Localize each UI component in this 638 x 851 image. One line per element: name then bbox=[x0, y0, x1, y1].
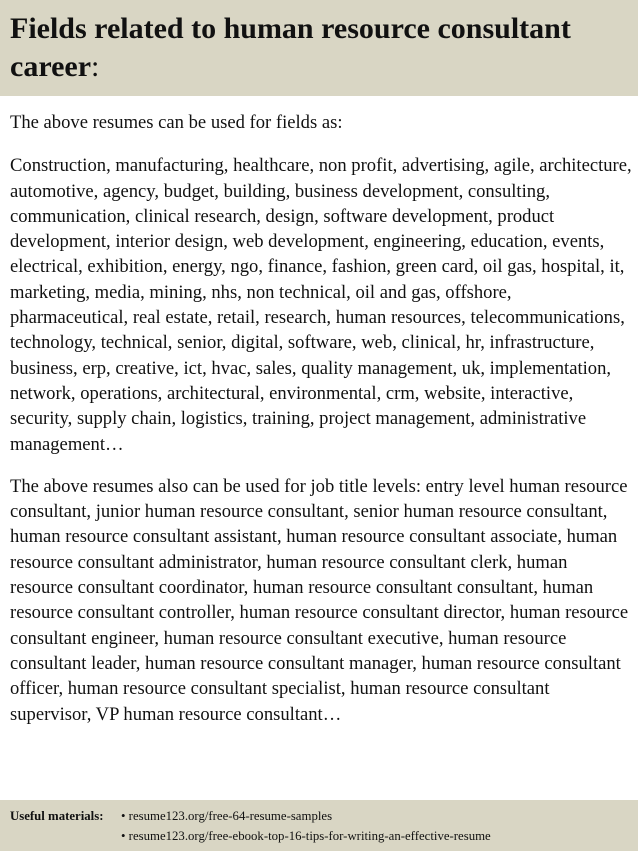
useful-materials-label-colon: : bbox=[99, 809, 104, 823]
fields-list: Construction, manufacturing, healthcare, non profit, advertising, agile, architecture, automotive, agency, budget, building, business development, consulting, communication, clinical research, design, software development, product development, interior design, web development, engineering, education, events, electrical, exhibition, energy, ngo, finance, fashion, green card, oil gas, hospital, it, marketing, media, mining, nhs, non technical, oil and gas, offshore, pharmaceutical, real estate, retail, research, human resources, telecommunications, technology, technical, senior, digital, software, web, clinical, hr, infrastructure, business, erp, creative, ict, hvac, sales, quality management, uk, implementation, network, operations, architectural, environmental, crm, website, interactive, security, supply chain, logistics, training, project management, administrative management… bbox=[10, 155, 632, 455]
footer-indent bbox=[10, 826, 121, 846]
page-title bbox=[10, 10, 628, 86]
page-title-colon: : bbox=[91, 50, 100, 83]
useful-materials-label-text: Useful materials bbox=[10, 809, 100, 823]
job-levels-paragraph: The above resumes also can be used for job title levels: entry level human resource consultant, junior human resource consultant, senior human resource consultant, human resource consultant assistant, human resource consultant associate, human resource consultant administrator, human resource consultant clerk, human resource consultant coordinator, human resource consultant consultant, human resource consultant controller, human resource consultant director, human resource consultant engineer, human resource consultant executive, human resource consultant leader, human resource consultant manager, human resource consultant officer, human resource consultant specialist, human resource consultant supervisor, VP human resource consultant… bbox=[10, 475, 629, 725]
fields-intro: The above resumes can be used for fields as: bbox=[10, 112, 343, 133]
useful-materials-label bbox=[10, 806, 121, 826]
footer-row-2 bbox=[10, 826, 628, 846]
resume-samples-link[interactable]: • resume123.org/free-64-resume-samples bbox=[121, 809, 333, 823]
ebook-tips-link[interactable]: • resume123.org/free-ebook-top-16-tips-for-writing-an-effective-resume bbox=[121, 829, 491, 843]
title-banner bbox=[0, 0, 638, 96]
footer-row-1 bbox=[10, 806, 628, 826]
useful-materials-footer bbox=[0, 800, 638, 851]
body-content bbox=[10, 110, 632, 727]
page-title-text: Fields related to human resource consultant career bbox=[10, 12, 571, 83]
